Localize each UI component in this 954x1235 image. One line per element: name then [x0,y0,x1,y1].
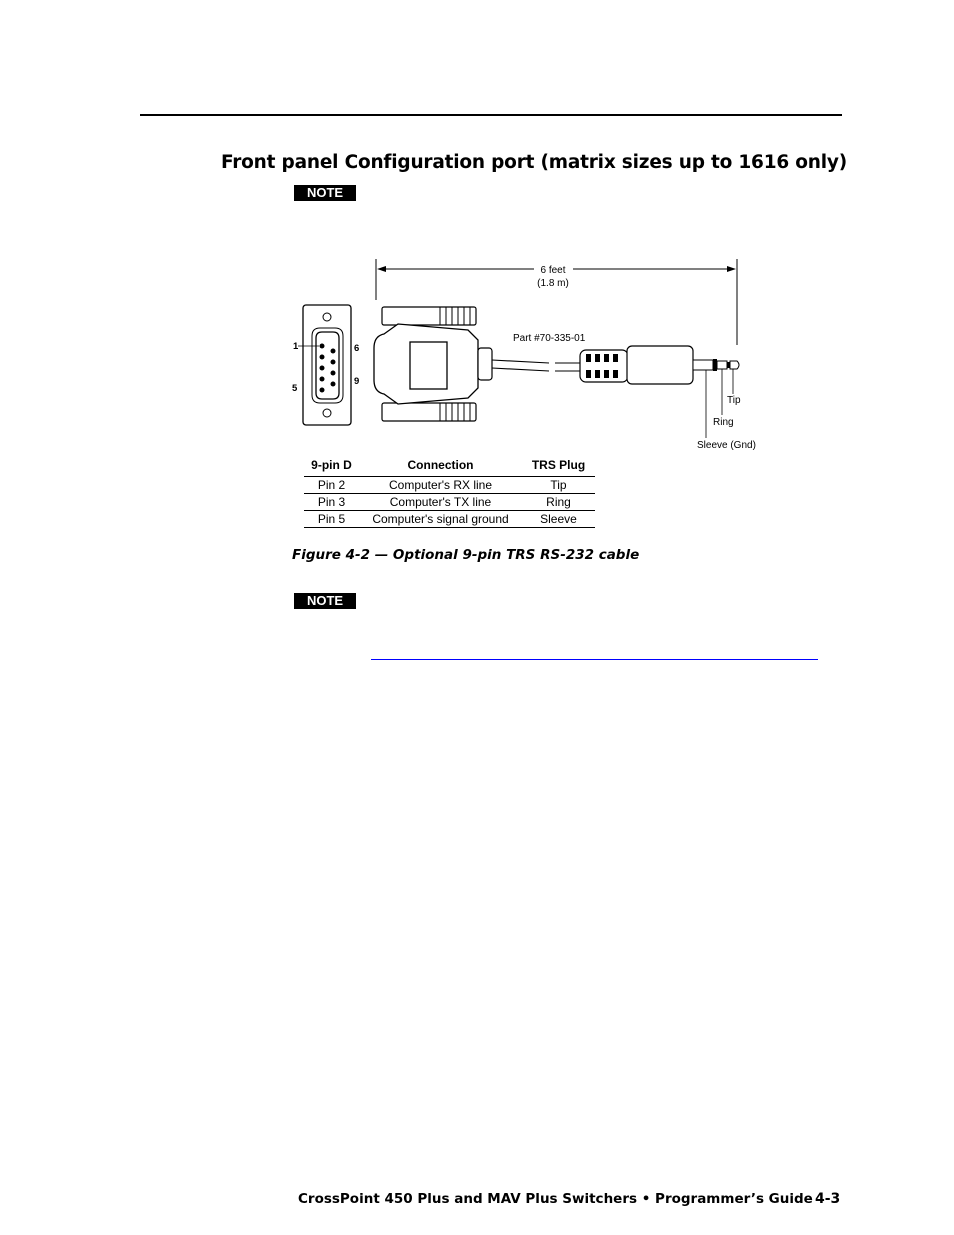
cable-bottom-edge [492,368,549,371]
pin-label-9: 9 [354,376,360,387]
pin-label-6: 6 [354,343,360,354]
footer-title: CrossPoint 450 Plus and MAV Plus Switchers • Programmer’s Guide [298,1191,813,1207]
sleeve-label: Sleeve (Gnd) [697,440,756,451]
figure-caption: Figure 4-2 — Optional 9-pin TRS RS-232 cable [292,547,640,563]
dimension-arrow-left-icon [377,266,386,272]
cable-diagram [285,255,785,465]
dimension-arrow-right-icon [727,266,736,272]
table-header-row [304,457,595,477]
column-header: TRS Plug [522,457,595,477]
table-cell: Tip [522,477,595,494]
table-cell: Computer's signal ground [359,511,522,528]
db9-connector-face [298,305,351,425]
length-metric-label: (1.8 m) [537,278,569,289]
length-label: 6 feet [540,265,566,276]
tip-label: Tip [727,395,741,406]
table-row [304,477,595,494]
hyperlink-underline[interactable] [371,659,818,660]
cable-figure [285,255,785,465]
table-cell: Pin 5 [304,511,359,528]
page-number: 4-3 [815,1191,841,1207]
pin-assignment-table [304,457,595,528]
note-badge: NOTE [294,185,356,201]
table-cell: Sleeve [522,511,595,528]
table-cell: Computer's RX line [359,477,522,494]
part-number: Part #70-335-01 [513,333,586,344]
trs-plug [580,346,739,384]
table-row [304,494,595,511]
table-cell: Ring [522,494,595,511]
section-heading: Front panel Configuration port (matrix sizes up to 1616 only) [221,152,848,173]
pin-label-1: 1 [293,341,299,352]
db9-hood [374,307,492,421]
header-rule [140,114,842,116]
ring-label: Ring [713,417,734,428]
table-cell: Pin 2 [304,477,359,494]
column-header: Connection [359,457,522,477]
pin-label-5: 5 [292,383,298,394]
cable-top-edge [492,360,549,363]
table-row [304,511,595,528]
table-cell: Computer's TX line [359,494,522,511]
table-cell: Pin 3 [304,494,359,511]
note-badge: NOTE [294,593,356,609]
column-header: 9-pin D [304,457,359,477]
